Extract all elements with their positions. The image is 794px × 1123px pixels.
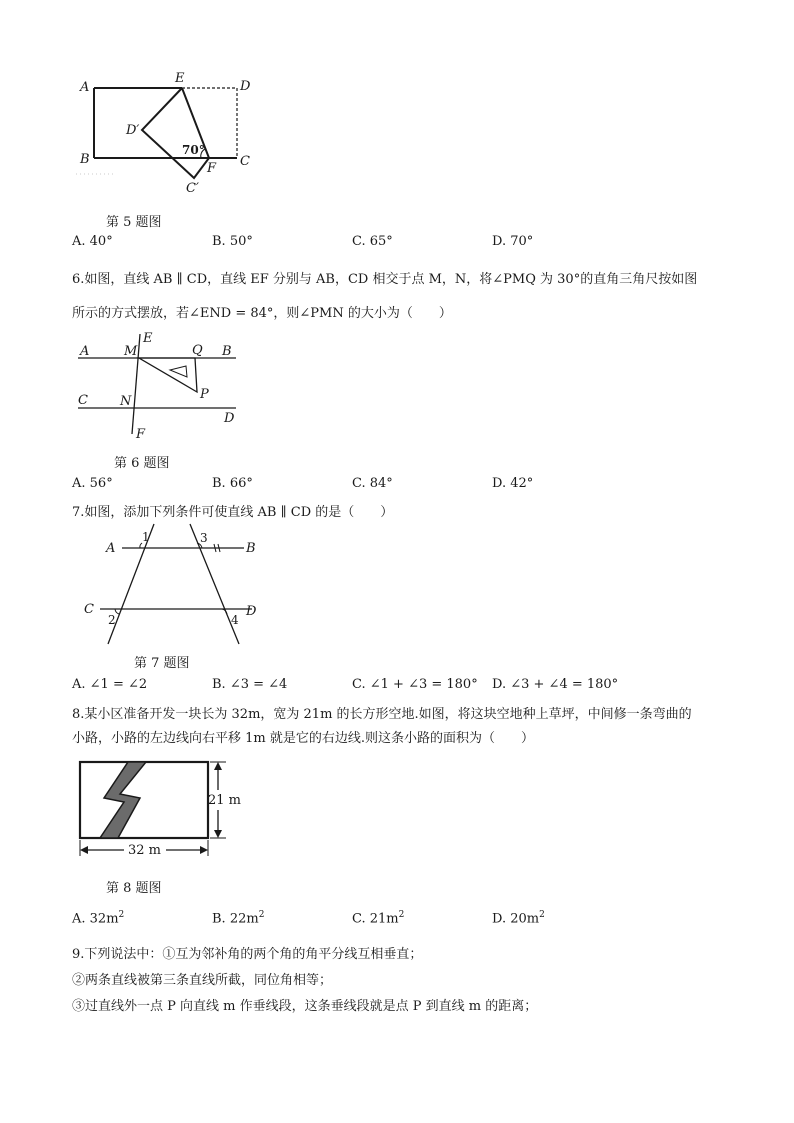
q7-label-D: D (246, 604, 257, 619)
q8-option-a: A. $32m^2$ (72, 910, 125, 927)
q7-angle-3: 3 (200, 531, 208, 545)
q6-stem-line1: 6.如图，直线 AB ∥ CD，直线 EF 分别与 AB，CD 相交于点 M，N，将∠PMQ 为 30°的直角三角尺按如图 (72, 272, 698, 287)
q6-label-D: D (224, 411, 235, 426)
q7-caption: 第 7 题图 (134, 656, 190, 671)
q6-label-N: N (120, 394, 132, 409)
q6-option-c: C. 84° (352, 476, 393, 491)
q6-label-C: C (78, 393, 88, 408)
q6-option-a: A. 56° (72, 476, 113, 491)
q6-label-A: A (80, 344, 90, 359)
q7-label-C: C (84, 602, 94, 617)
q9-line1: 9.下列说法中：①互为邻补角的两个角的角平分线互相垂直； (72, 947, 423, 962)
q5-option-a: A. 40° (72, 234, 113, 249)
q6-label-B: B (222, 344, 232, 359)
q7-angle-1: 1 (142, 530, 150, 544)
q7-option-d: D. ∠3 + ∠4 = 180° (492, 677, 619, 692)
q6-label-Q: Q (192, 343, 203, 358)
q5-figure (76, 70, 266, 200)
q7-option-c: C. ∠1 + ∠3 = 180° (352, 677, 478, 692)
q5-option-c: C. 65° (352, 234, 393, 249)
q5-label-D-prime: D′ (126, 123, 140, 138)
q5-label-D: D (240, 79, 251, 94)
q6-caption: 第 6 题图 (114, 456, 170, 471)
q9-line2: ②两条直线被第三条直线所截，同位角相等； (72, 973, 333, 988)
q7-option-a: A. ∠1 = ∠2 (72, 677, 148, 692)
q6-stem-line2: 所示的方式摆放，若∠END = 84°，则∠PMN 的大小为（ ） (72, 306, 452, 321)
q5-label-E: E (175, 71, 185, 86)
q8-stem-line2: 小路，小路的左边线向右平移 1m 就是它的右边线.则这条小路的面积为（ ） (72, 731, 534, 746)
q5-caption: 第 5 题图 (106, 215, 162, 230)
q8-option-b: B. $22m^2$ (212, 910, 265, 927)
q7-angle-2: 2 (108, 613, 116, 627)
q8-figure (76, 756, 256, 856)
q6-label-M: M (124, 344, 138, 359)
q7-stem: 7.如图，添加下列条件可使直线 AB ∥ CD 的是（ ） (72, 505, 394, 520)
q6-label-F: F (136, 427, 146, 442)
q8-stem-line1: 8.某小区准备开发一块长为 32m，宽为 21m 的长方形空地.如图，将这块空地种上草坪，中间修一条弯曲的 (72, 707, 692, 722)
q6-label-P: P (200, 387, 209, 402)
q5-option-d: D. 70° (492, 234, 534, 249)
q8-width-label: 21 m (208, 793, 242, 808)
q5-label-B: B (80, 152, 90, 167)
q7-label-A: A (106, 541, 116, 556)
q7-option-b: B. ∠3 = ∠4 (212, 677, 288, 692)
q6-option-d: D. 42° (492, 476, 534, 491)
q7-angle-4: 4 (231, 613, 239, 627)
q9-line3: ③过直线外一点 P 向直线 m 作垂线段，这条垂线段就是点 P 到直线 m 的距离； (72, 999, 538, 1014)
q6-label-E: E (143, 331, 153, 346)
q8-option-d: D. $20m^2$ (492, 910, 545, 927)
q7-figure (84, 522, 270, 646)
q8-option-c: C. $21m^2$ (352, 910, 405, 927)
q5-angle-label: 70° (182, 143, 205, 157)
q8-caption: 第 8 题图 (106, 881, 162, 896)
q6-option-b: B. 66° (212, 476, 253, 491)
q6-figure (74, 330, 244, 442)
q5-label-F: F (207, 161, 217, 176)
q5-label-A: A (80, 80, 90, 95)
q5-option-b: B. 50° (212, 234, 253, 249)
q5-label-C-prime: C′ (186, 181, 199, 196)
q5-label-C: C (240, 154, 250, 169)
q8-length-label: 32 m (128, 843, 162, 858)
q7-label-B: B (246, 541, 256, 556)
